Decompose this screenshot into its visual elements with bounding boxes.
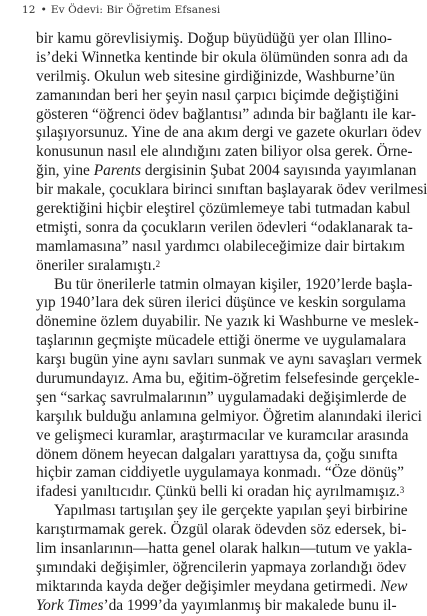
text-line — [36, 162, 417, 181]
text-line: lim insanlarının—hatta genel olarak halkın—tutum ve yakla- — [36, 540, 413, 558]
text-line: bir kamu görevlisiymiş. Doğup büyüdüğü yer olan Illino- — [36, 30, 392, 47]
text-line: durumundayız. Ama bu, eğitim-öğretim felsefesinde gerçekle- — [36, 370, 420, 388]
text-line: konusunun nasıl ele alındığını zaten biliyor olsa gerek. Örne- — [36, 143, 413, 161]
text-line: mamlamasına” nasıl yardımcı olabileceğimize dair birtakım — [36, 237, 405, 255]
text-line: ve gelişmeci kuramlar, araştırmacılar ve kuramcılar arasında — [36, 426, 409, 444]
text-line: dönem dönem heyecan dalgaları yarattıysa da, çoğu sınıfta — [36, 445, 398, 463]
paragraph-1 — [36, 30, 427, 276]
text-line: gösteren “öğrenci ödev bağlantısı” adında bir bağlantı ile kar- — [36, 105, 417, 123]
text-line: Bu tür önerilerle tatmin olmayan kişiler, 1920’lerde başla- — [54, 275, 413, 293]
text-line: verilmiş. Okulun web sitesine girdiğinizde, Washburne’ün — [36, 67, 395, 85]
text-line — [36, 577, 408, 597]
text-line: yıp 1940’lara dek süren ilerici düşünce ve keskin sorgulama — [36, 294, 406, 312]
text-line: etmişti, sonra da çocukların verilen ödevleri “odaklanarak ta- — [36, 218, 413, 236]
text-line: taşlarının geçmişte mücadele ettiği önerme ve uygulamalara — [36, 332, 407, 350]
text-run: öneriler sıralamıştı. — [36, 256, 156, 274]
page-number: 12 — [22, 4, 36, 16]
text-line: karşılık bulduğu anlamına gelmiyor. Öğretim alanındaki ilerici — [36, 407, 422, 425]
text-line: şen “sarkaç savrulmalarının” uygulamadaki değişimlerde de — [36, 388, 407, 406]
magazine-name: Parents — [93, 162, 142, 180]
text-line — [36, 596, 397, 616]
text-run: dergisinin Şubat 2004 sayısında yayımlanan — [141, 162, 417, 180]
footnote-marker: 2 — [155, 258, 161, 269]
footnote-marker: 3 — [399, 485, 405, 496]
text-line: Yapılması tartışılan şey ile gerçekte yapılan şeyi birbirine — [54, 502, 408, 520]
text-run: ğin, yine — [36, 162, 94, 180]
text-line: bir makale, çocuklara birinci sınıftan başlayarak ödev verilmesi — [36, 181, 427, 199]
text-line: karıştırmamak gerek. Özgül olarak ödevden söz edersek, bi- — [36, 521, 407, 539]
text-line: hiçbir zaman ciddiyetle uygulamaya konmadı. “Öze dönüş” — [36, 464, 404, 482]
text-line: şılaşıyorsunuz. Yine de ana akım dergi ve gazete okurları ödev — [36, 124, 422, 142]
bullet-separator: • — [40, 4, 47, 16]
text-run: ’da 1999’da yayımlanmış bir makalede bunu il- — [103, 596, 397, 614]
text-line: is’deki Winnetka kentinde bir okula ölümünden sonra adı da — [36, 48, 408, 66]
text-line: zamanından beri her şeyin nasıl çarpıcı biçimde değiştiğini — [36, 86, 399, 104]
running-head — [22, 4, 220, 16]
text-run: miktarında kayda değer değişimler meydana getirmedi. — [36, 577, 381, 595]
text-line: şımındaki değişimler, öğrencilerin yapmaya zorlandığı ödev — [36, 558, 407, 576]
book-title: Ev Ödevi: Bir Öğretim Efsanesi — [50, 4, 221, 16]
text-line — [36, 483, 405, 502]
newspaper-name-part: New — [380, 577, 408, 595]
text-run: ifadesi yanıltıcıdır. Çünkü belli ki oradan hiç ayrılmamışız. — [36, 483, 400, 501]
newspaper-name-part: York Times — [36, 596, 104, 614]
paragraph-2 — [36, 275, 422, 503]
paragraph-3 — [36, 502, 413, 615]
text-line: karşı bugün yine aynı savları sunmak ve aynı savaşları vermek — [36, 351, 422, 369]
body-text — [36, 30, 427, 616]
text-line: dönemine özlem duyabilir. Ne yazık ki Washburne ve meslek- — [36, 313, 419, 331]
text-line: gerektiğini hiçbir eleştirel çözümlemeye tabi tutmadan kabul — [36, 200, 411, 218]
text-line — [36, 257, 392, 276]
